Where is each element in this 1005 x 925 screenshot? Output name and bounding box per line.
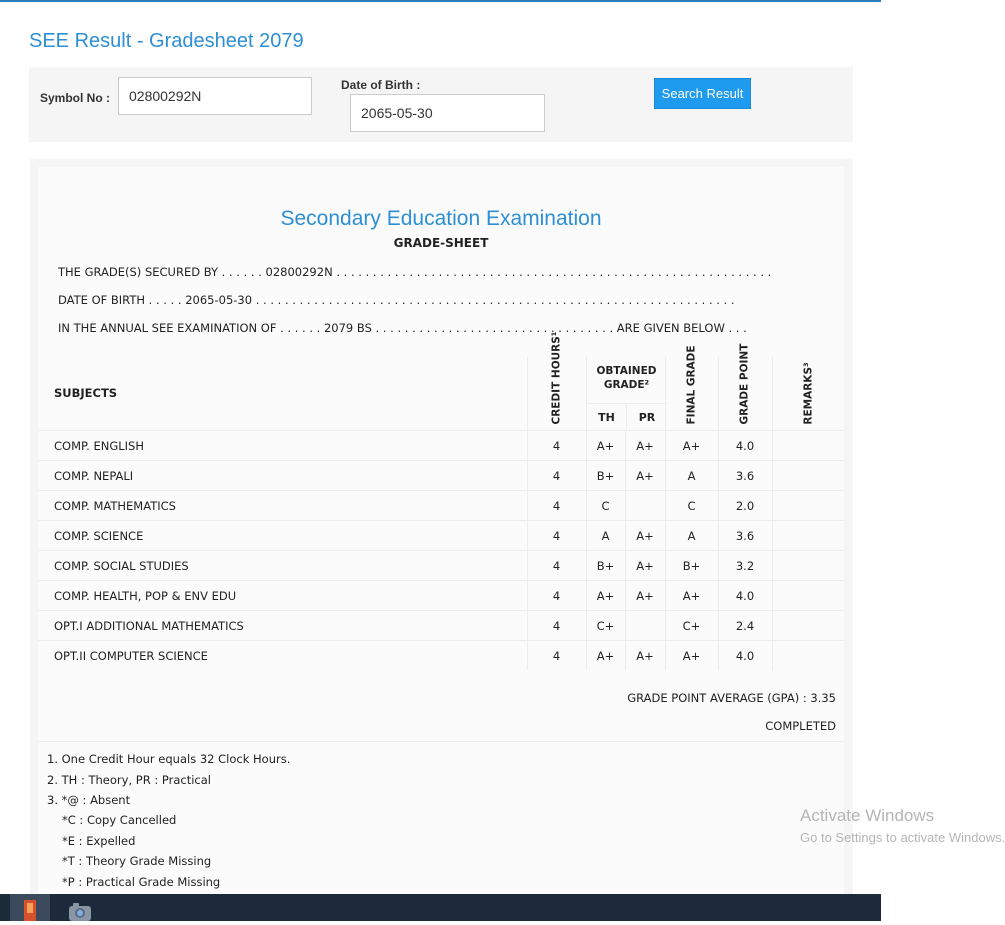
final-cell: A+: [665, 641, 718, 671]
header-grade-point: GRADE POINT: [738, 343, 751, 425]
table-row: [38, 611, 844, 641]
subject-cell: COMP. HEALTH, POP & ENV EDU: [38, 581, 527, 611]
header-remarks-cell: [772, 357, 845, 430]
header-final-grade-cell: [665, 345, 718, 430]
pr-cell: A+: [625, 431, 665, 461]
final-cell: C+: [665, 611, 718, 641]
header-th: TH: [587, 403, 626, 431]
table-header: [38, 331, 844, 431]
remarks-cell: [772, 581, 844, 611]
pr-cell: A+: [625, 551, 665, 581]
table-row: [38, 491, 844, 521]
header-obtained-grade: OBTAINED GRADE²: [596, 365, 657, 391]
header-grade-point-cell: [718, 343, 772, 430]
subject-cell: OPT.II COMPUTER SCIENCE: [38, 641, 527, 671]
gp-cell: 2.4: [718, 611, 772, 641]
dob-line: DATE OF BIRTH . . . . . 2065-05-30 . . . . . . . . . . . . . . . . . . . . . . . . . . . . . . . . . . . . . . . . . . . . . . . . . . . . . . . . . . . . . . . . . .: [58, 293, 735, 307]
gradesheet-title: GRADE-SHEET: [393, 236, 489, 250]
final-cell: A+: [665, 581, 718, 611]
remarks-cell: [772, 551, 844, 581]
final-cell: B+: [665, 551, 718, 581]
gp-cell: 3.6: [718, 461, 772, 491]
gp-cell: 4.0: [718, 431, 772, 461]
dob-input[interactable]: [350, 94, 545, 132]
note-1: 1. One Credit Hour equals 32 Clock Hours.: [47, 752, 291, 766]
gp-cell: 4.0: [718, 641, 772, 671]
taskbar-camera-button[interactable]: [60, 894, 100, 921]
activate-windows-title: Activate Windows: [800, 806, 935, 825]
exam-line: IN THE ANNUAL SEE EXAMINATION OF . . . . . . 2079 BS . . . . . . . . . . . . . . . . . . . . . . . . . . . . . . . . . ARE GIVEN BELOW . . .: [58, 321, 747, 335]
subject-cell: COMP. ENGLISH: [38, 431, 527, 461]
th-cell: B+: [586, 461, 625, 491]
table-row: [38, 431, 844, 461]
remarks-cell: [772, 431, 844, 461]
remarks-cell: [772, 491, 844, 521]
pr-cell: A+: [625, 521, 665, 551]
table-row: [38, 461, 844, 491]
symbol-label: Symbol No :: [40, 91, 111, 105]
activate-windows-subtitle: Go to Settings to activate Windows.: [800, 830, 1005, 845]
subject-cell: COMP. MATHEMATICS: [38, 491, 527, 521]
table-row: [38, 581, 844, 611]
dob-label: Date of Birth :: [341, 78, 421, 92]
gp-cell: 3.6: [718, 521, 772, 551]
final-cell: C: [665, 491, 718, 521]
remarks-cell: [772, 641, 844, 671]
app-icon: [10, 894, 50, 921]
note-practical-missing: *P : Practical Grade Missing: [62, 875, 221, 889]
top-accent-line: [0, 0, 881, 2]
pr-cell: A+: [625, 581, 665, 611]
grades-table: [38, 430, 844, 670]
credit-cell: 4: [527, 641, 586, 671]
note-3: 3. *@ : Absent: [47, 793, 131, 807]
pr-cell: A+: [625, 461, 665, 491]
th-cell: C: [586, 491, 625, 521]
gp-cell: 4.0: [718, 581, 772, 611]
credit-cell: 4: [527, 491, 586, 521]
credit-cell: 4: [527, 611, 586, 641]
page-title: SEE Result - Gradesheet 2079: [29, 30, 304, 52]
pr-cell: [625, 611, 665, 641]
credit-cell: 4: [527, 551, 586, 581]
pr-cell: A+: [625, 641, 665, 671]
th-cell: A+: [586, 581, 625, 611]
header-credit-hours-cell: [527, 331, 586, 430]
header-pr: PR: [626, 403, 667, 431]
table-row: [38, 641, 844, 671]
note-theory-missing: *T : Theory Grade Missing: [62, 854, 212, 868]
subject-cell: COMP. SOCIAL STUDIES: [38, 551, 527, 581]
header-remarks: REMARKS³: [802, 362, 815, 425]
secured-by-line: THE GRADE(S) SECURED BY . . . . . . 02800292N . . . . . . . . . . . . . . . . . . . . . . . . . . . . . . . . . . . . . . . . . . . . . . . . . . . . . . . . . . . .: [58, 265, 772, 279]
search-panel: [29, 67, 853, 142]
gradesheet-container: [30, 159, 853, 899]
final-cell: A: [665, 521, 718, 551]
gp-cell: 2.0: [718, 491, 772, 521]
subject-cell: OPT.I ADDITIONAL MATHEMATICS: [38, 611, 527, 641]
search-result-button[interactable]: Search Result: [654, 78, 751, 109]
note-expelled: *E : Expelled: [62, 834, 136, 848]
note-copy-cancelled: *C : Copy Cancelled: [62, 813, 177, 827]
table-row: [38, 521, 844, 551]
note-2: 2. TH : Theory, PR : Practical: [47, 773, 211, 787]
header-obtained-grade-cell: [586, 357, 666, 430]
taskbar-app-button[interactable]: [10, 894, 50, 921]
header-credit-hours: CREDIT HOURS¹: [550, 331, 563, 425]
th-cell: C+: [586, 611, 625, 641]
final-cell: A+: [665, 431, 718, 461]
th-cell: B+: [586, 551, 625, 581]
credit-cell: 4: [527, 521, 586, 551]
header-subjects: SUBJECTS: [54, 386, 118, 400]
taskbar: [0, 894, 881, 921]
camera-icon: [60, 894, 100, 921]
exam-title: Secondary Education Examination: [280, 207, 602, 230]
final-cell: A: [665, 461, 718, 491]
status-text: COMPLETED: [765, 719, 836, 733]
gp-cell: 3.2: [718, 551, 772, 581]
symbol-input[interactable]: [118, 77, 312, 115]
remarks-cell: [772, 521, 844, 551]
remarks-cell: [772, 461, 844, 491]
credit-cell: 4: [527, 581, 586, 611]
subject-cell: COMP. NEPALI: [38, 461, 527, 491]
notes-divider: [38, 741, 844, 742]
credit-cell: 4: [527, 461, 586, 491]
th-cell: A+: [586, 431, 625, 461]
header-final-grade: FINAL GRADE: [685, 345, 698, 425]
remarks-cell: [772, 611, 844, 641]
table-row: [38, 551, 844, 581]
pr-cell: [625, 491, 665, 521]
subject-cell: COMP. SCIENCE: [38, 521, 527, 551]
gradesheet: [38, 167, 844, 899]
gpa-text: GRADE POINT AVERAGE (GPA) : 3.35: [627, 691, 836, 705]
credit-cell: 4: [527, 431, 586, 461]
th-cell: A: [586, 521, 625, 551]
th-cell: A+: [586, 641, 625, 671]
